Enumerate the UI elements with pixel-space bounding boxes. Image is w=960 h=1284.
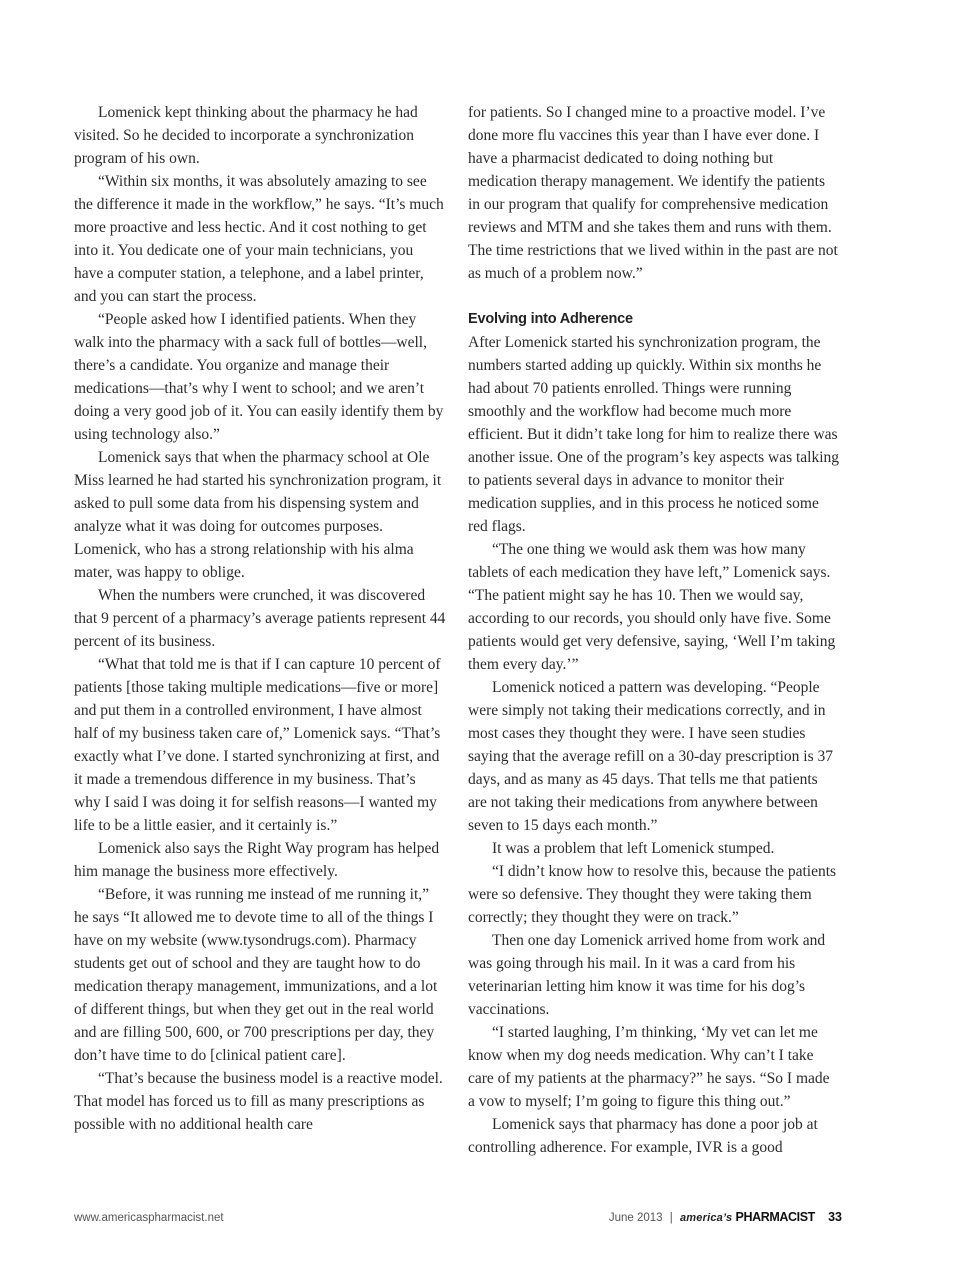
paragraph: Lomenick also says the Right Way program has helped him manage the business more effectively. (74, 840, 440, 880)
paragraph: When the numbers were crunched, it was discovered that 9 percent of a pharmacy’s average patients represent 44 percent of its business. (74, 587, 446, 650)
paragraph: “Before, it was running me instead of me running it,” he says “It allowed me to devote time to all of the things I have on my website (www.tysondrugs.com). Pharmacy students get out of school and they are taught how to do medication therapy management, immunizations, and a lot of different things, but when they get out in the real world and are filling 500, 600, or 700 prescriptions per day, they don’t have time to do [clinical patient care]. (74, 886, 438, 1064)
paragraph: Lomenick says that when the pharmacy school at Ole Miss learned he had started his synchronization program, it asked to pull some data from his dispensing system and analyze what it was doing for outcomes purposes. Lomenick, who has a strong relationship with his alma mater, was happy to oblige. (74, 449, 442, 581)
paragraph: Lomenick kept thinking about the pharmacy he had visited. So he decided to incorporate a synchronization program of his own. (74, 104, 418, 167)
paragraph: “What that told me is that if I can capture 10 percent of patients [those taking multiple medications—five or more] and put them in a controlled environment, I have almost half of my business taken care of,” Lomenick says. “That’s exactly what I’ve done. I started synchronizing at first, and it made a tremendous difference in my business. That’s why I said I was doing it for selfish reasons—I wanted my life to be a little easier, and it certainly is.” (74, 656, 441, 834)
right-column (468, 101, 840, 1159)
footer-separator: | (669, 1212, 673, 1224)
paragraph: “I didn’t know how to resolve this, because the patients were so defensive. They thought they were taking them correctly; they thought they were on track.” (468, 863, 837, 926)
paragraph: Lomenick says that pharmacy has done a poor job at controlling adherence. For example, IVR is a good (468, 1116, 818, 1156)
paragraph: “I started laughing, I’m thinking, ‘My vet can let me know when my dog needs medication. Why can’t I take care of my patients at the pharmacy?” he says. “So I made a vow to myself; I’m going to figure this thing out.” (468, 1024, 830, 1110)
magazine-brand-name: PHARMACIST (735, 1210, 815, 1224)
paragraph: “Within six months, it was absolutely amazing to see the difference it made in the workflow,” he says. “It’s much more proactive and less hectic. And it cost nothing to get into it. You dedicate one of your main technicians, you have a computer station, a telephone, and a label printer, and you can start the process. (74, 173, 444, 305)
section-heading: Evolving into Adherence (468, 311, 633, 327)
page-footer (74, 1210, 842, 1230)
issue-date: June 2013 (608, 1212, 663, 1224)
paragraph: Lomenick noticed a pattern was developing. “People were simply not taking their medications correctly, and in most cases they thought they were. I have seen studies saying that the average refill on a 30-day prescription is 37 days, and as many as 45 days. That tells me that patients are not taking their medications from anywhere between seven to 15 days each month.” (468, 679, 833, 834)
left-column (74, 101, 446, 1136)
paragraph: “That’s because the business model is a reactive model. That model has forced us to fill as many prescriptions as possible with no additional health care (74, 1070, 443, 1133)
paragraph-continued: for patients. So I changed mine to a proactive model. I’ve done more flu vaccines this year than I have ever done. I have a pharmacist dedicated to doing nothing but medication therapy management. We identify the patients in our program that qualify for comprehensive medication reviews and MTM and she takes them and runs with them. The time restrictions that we lived within in the past are not as much of a problem now.” (468, 104, 838, 282)
paragraph: “The one thing we would ask them was how many tablets of each medication they have left,” Lomenick says. “The patient might say he has 10. Then we would say, according to our records, you should only have five. Some patients would get very defensive, saying, ‘Well I’m taking them every day.’” (468, 541, 836, 673)
page-number: 33 (828, 1210, 842, 1224)
paragraph: Then one day Lomenick arrived home from work and was going through his mail. In it was a card from his veterinarian letting him know it was time for his dog’s vaccinations. (468, 932, 826, 1018)
paragraph: It was a problem that left Lomenick stumped. (492, 840, 775, 857)
paragraph: “People asked how I identified patients. When they walk into the pharmacy with a sack full of bottles—well, there’s a candidate. You organize and manage their medications—that’s why I went to school; and we aren’t doing a very good job of it. You can easily identify them by using technology also.” (74, 311, 444, 443)
paragraph: After Lomenick started his synchronization program, the numbers started adding up quickly. Within six months he had about 70 patients enrolled. Things were running smoothly and the workflow had become much more efficient. But it didn’t take long for him to realize there was another issue. One of the program’s key aspects was talking to patients several days in advance to monitor their medication supplies, and in this process he noticed some red flags. (468, 334, 840, 535)
footer-url[interactable]: www.americaspharmacist.net (74, 1212, 224, 1224)
magazine-brand-prefix: america’s (679, 1212, 733, 1224)
footer-folio (609, 1210, 842, 1224)
